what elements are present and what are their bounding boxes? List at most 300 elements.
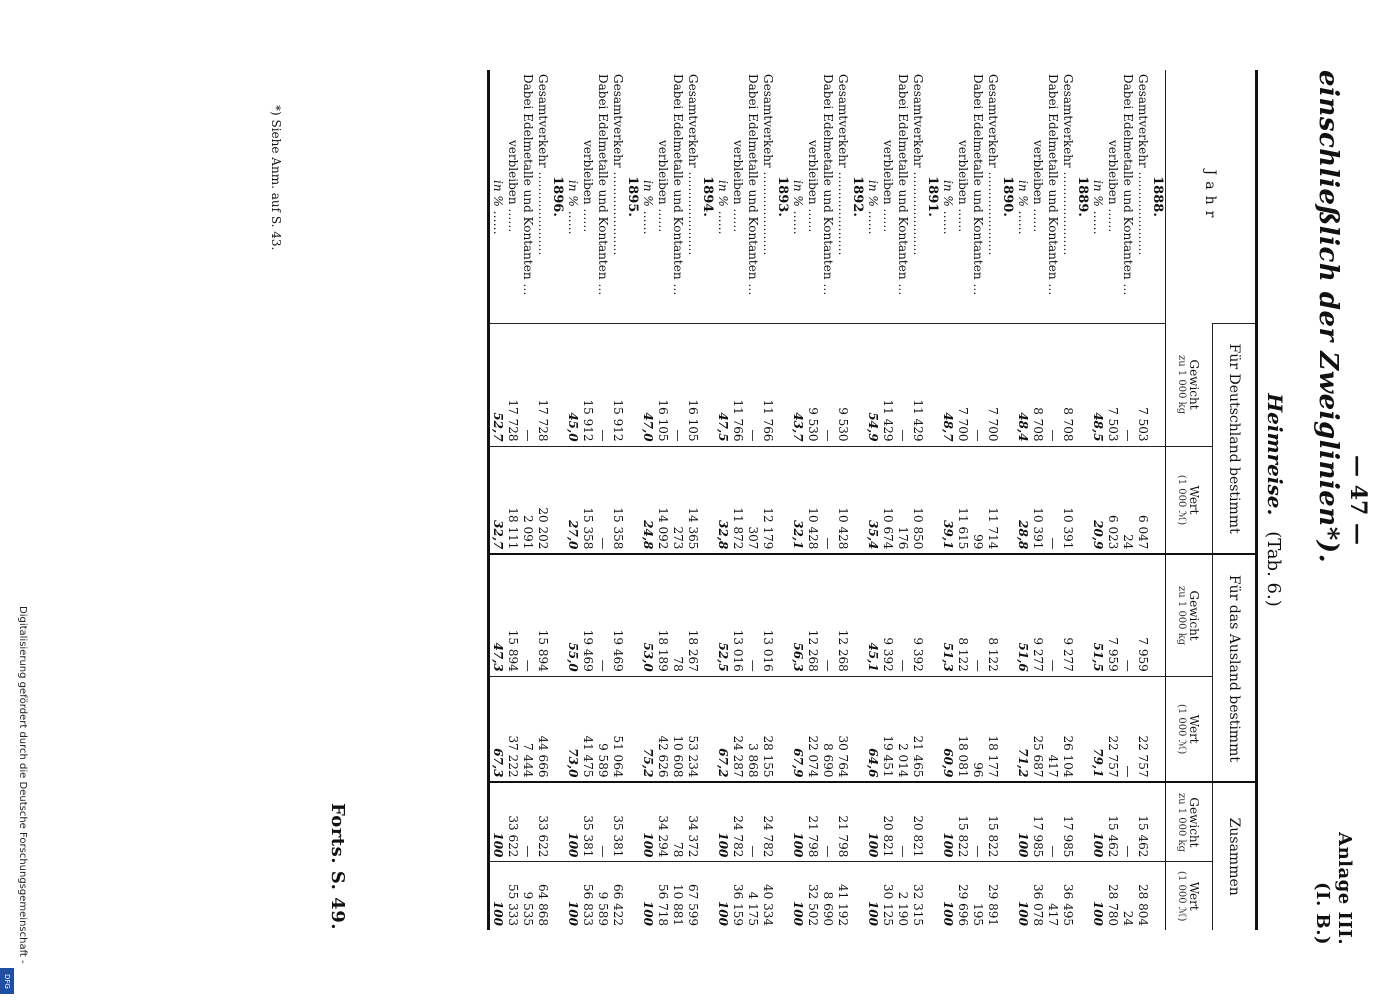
table-cell: 100 bbox=[1015, 782, 1030, 861]
table-cell bbox=[775, 676, 790, 782]
credit-text: Digitalisierung gefördert durch die Deutsche Forschungsgemeinschaft - bbox=[17, 606, 28, 964]
table-cell: 176 bbox=[895, 446, 910, 554]
table-cell: 20 821 bbox=[910, 782, 925, 861]
table-cell: 75,2 bbox=[640, 676, 655, 782]
table-cell: 44 666 bbox=[535, 676, 550, 782]
table-cell bbox=[925, 324, 940, 447]
header-gewicht-1: Gewicht zu 1 000 kg bbox=[1176, 354, 1202, 415]
table-cell: 60,9 bbox=[940, 676, 955, 782]
table-cell: 11 429 bbox=[880, 324, 895, 447]
table-row bbox=[685, 70, 700, 930]
row-label: verbleiben …… bbox=[581, 140, 595, 233]
table-cell: 67,9 bbox=[790, 676, 805, 782]
table-row bbox=[1120, 70, 1135, 930]
table-cell: 64,6 bbox=[865, 676, 880, 782]
table-cell: 15 822 bbox=[955, 782, 970, 861]
row-label: in % …… bbox=[566, 180, 580, 235]
row-label: Dabei Edelmetalle und Kontanten … bbox=[971, 74, 985, 296]
table-cell: 30 764 bbox=[835, 676, 850, 782]
table-cell bbox=[625, 446, 640, 554]
row-label: in % …… bbox=[941, 180, 955, 235]
table-cell: 16 105 bbox=[655, 324, 670, 447]
table-cell: — bbox=[520, 324, 535, 447]
table-cell: 14 092 bbox=[655, 446, 670, 554]
table-row bbox=[505, 70, 520, 930]
table-cell: — bbox=[745, 782, 760, 861]
table-row bbox=[790, 70, 805, 930]
header-wert-1: Wert (1 000 ℳ) bbox=[1166, 446, 1213, 554]
table-cell: 100 bbox=[940, 782, 955, 861]
row-label: Gesamtverkehr ………………… bbox=[1061, 74, 1075, 256]
table-cell: — bbox=[1045, 554, 1060, 676]
table-cell: — bbox=[970, 554, 985, 676]
table-cell: — bbox=[595, 554, 610, 676]
table-cell bbox=[1000, 782, 1015, 861]
table-cell: 8 122 bbox=[955, 554, 970, 676]
row-label: verbleiben …… bbox=[506, 140, 520, 233]
table-cell bbox=[550, 862, 565, 930]
table-cell: — bbox=[595, 324, 610, 447]
table-row bbox=[1000, 70, 1015, 930]
table-cell bbox=[925, 862, 940, 930]
table-cell bbox=[700, 324, 715, 447]
table-cell: 100 bbox=[1015, 862, 1030, 930]
table-cell: 2 091 bbox=[520, 446, 535, 554]
table-cell: 20 821 bbox=[880, 782, 895, 861]
table-cell: 195 bbox=[970, 862, 985, 930]
table-cell: 17 985 bbox=[1060, 782, 1075, 861]
year-label: 1891. bbox=[925, 176, 940, 217]
table-cell: 20,9 bbox=[1090, 446, 1105, 554]
table-row bbox=[730, 70, 745, 930]
data-table bbox=[487, 70, 1258, 930]
table-cell: 15 462 bbox=[1135, 782, 1150, 861]
table-cell: 22 757 bbox=[1135, 676, 1150, 782]
table-cell bbox=[1075, 676, 1090, 782]
table-cell: 100 bbox=[715, 862, 730, 930]
table-cell: 55 333 bbox=[505, 862, 520, 930]
table-cell: 51,5 bbox=[1090, 554, 1105, 676]
table-cell bbox=[625, 554, 640, 676]
table-cell: — bbox=[1120, 324, 1135, 447]
row-label: Dabei Edelmetalle und Kontanten … bbox=[1046, 74, 1060, 296]
table-cell bbox=[925, 676, 940, 782]
table-cell: 20 202 bbox=[535, 446, 550, 554]
table-row bbox=[760, 70, 775, 930]
table-cell bbox=[850, 862, 865, 930]
table-cell: — bbox=[1120, 782, 1135, 861]
table-cell bbox=[1075, 446, 1090, 554]
table-cell: — bbox=[970, 324, 985, 447]
year-label: 1890. bbox=[1000, 176, 1015, 217]
table-cell: 71,2 bbox=[1015, 676, 1030, 782]
table-cell: 32,7 bbox=[489, 446, 506, 554]
table-cell: 24 782 bbox=[760, 782, 775, 861]
row-label: in % …… bbox=[791, 180, 805, 235]
table-row bbox=[805, 70, 820, 930]
table-cell: 8 690 bbox=[820, 676, 835, 782]
table-row bbox=[1015, 70, 1030, 930]
table-row bbox=[820, 70, 835, 930]
table-cell: — bbox=[745, 554, 760, 676]
table-row bbox=[625, 70, 640, 930]
table-cell: 100 bbox=[715, 782, 730, 861]
year-label: 1892. bbox=[850, 176, 865, 217]
table-cell: 24,8 bbox=[640, 446, 655, 554]
row-label: verbleiben …… bbox=[956, 140, 970, 233]
table-cell: 37 222 bbox=[505, 676, 520, 782]
table-cell bbox=[625, 676, 640, 782]
table-row bbox=[565, 70, 580, 930]
table-cell: 9 589 bbox=[595, 862, 610, 930]
table-cell: 7 959 bbox=[1105, 554, 1120, 676]
table-cell: — bbox=[520, 554, 535, 676]
table-row bbox=[715, 70, 730, 930]
table-row bbox=[1090, 70, 1105, 930]
row-label: in % …… bbox=[716, 180, 730, 235]
header-wert-3: Wert (1 000 ℳ) bbox=[1166, 862, 1213, 930]
table-cell: 2 190 bbox=[895, 862, 910, 930]
table-cell: 8 708 bbox=[1030, 324, 1045, 447]
table-cell: — bbox=[970, 782, 985, 861]
table-cell bbox=[550, 782, 565, 861]
table-row bbox=[865, 70, 880, 930]
annex-line-2: (I. B.) bbox=[1312, 882, 1333, 945]
table-cell: 17 728 bbox=[535, 324, 550, 447]
row-label: verbleiben …… bbox=[731, 140, 745, 233]
table-row bbox=[1075, 70, 1090, 930]
table-row bbox=[955, 70, 970, 930]
table-cell: 29 696 bbox=[955, 862, 970, 930]
table-cell: 21 798 bbox=[805, 782, 820, 861]
table-cell: 22 757 bbox=[1105, 676, 1120, 782]
table-cell: 45,0 bbox=[565, 324, 580, 447]
table-cell: 100 bbox=[790, 862, 805, 930]
table-cell: 7 503 bbox=[1105, 324, 1120, 447]
table-cell: 53,0 bbox=[640, 554, 655, 676]
table-cell: 100 bbox=[1090, 862, 1105, 930]
table-row bbox=[1105, 70, 1120, 930]
table-cell: 12 179 bbox=[760, 446, 775, 554]
table-cell: 64 868 bbox=[535, 862, 550, 930]
table-cell: 55,0 bbox=[565, 554, 580, 676]
row-label: verbleiben …… bbox=[881, 140, 895, 233]
table-cell: 4 175 bbox=[745, 862, 760, 930]
table-cell: 9 589 bbox=[595, 676, 610, 782]
table-row bbox=[1030, 70, 1045, 930]
subtitle: einschließlich der Zweiglinien*). bbox=[1313, 70, 1343, 564]
table-cell: 67,3 bbox=[489, 676, 506, 782]
table-cell: 19 469 bbox=[610, 554, 625, 676]
table-cell: 17 728 bbox=[505, 324, 520, 447]
row-label: verbleiben …… bbox=[656, 140, 670, 233]
table-cell: — bbox=[1045, 324, 1060, 447]
table-reference: (Tab. 6.) bbox=[1263, 531, 1284, 607]
table-row bbox=[535, 70, 550, 930]
table-cell: 10 608 bbox=[670, 676, 685, 782]
table-cell: 417 bbox=[1045, 676, 1060, 782]
table-cell: 22 074 bbox=[805, 676, 820, 782]
table-cell: 100 bbox=[790, 782, 805, 861]
table-cell: 52,5 bbox=[715, 554, 730, 676]
table-cell: 19 469 bbox=[580, 554, 595, 676]
table-cell: 7 700 bbox=[985, 324, 1000, 447]
table-row bbox=[655, 70, 670, 930]
table-cell: 15 822 bbox=[985, 782, 1000, 861]
table-cell: 417 bbox=[1045, 862, 1060, 930]
table-row bbox=[610, 70, 625, 930]
row-label: Gesamtverkehr ………………… bbox=[1136, 74, 1150, 256]
table-cell bbox=[550, 676, 565, 782]
table-cell bbox=[1000, 324, 1015, 447]
table-cell: 100 bbox=[640, 782, 655, 861]
table-cell: 45,1 bbox=[865, 554, 880, 676]
table-cell: 66 422 bbox=[610, 862, 625, 930]
table-cell: 28 155 bbox=[760, 676, 775, 782]
table-cell bbox=[850, 324, 865, 447]
table-cell bbox=[1000, 676, 1015, 782]
table-cell bbox=[625, 862, 640, 930]
table-row bbox=[925, 70, 940, 930]
table-cell: 42 626 bbox=[655, 676, 670, 782]
table-cell: 32,1 bbox=[790, 446, 805, 554]
row-label: Gesamtverkehr ………………… bbox=[686, 74, 700, 256]
table-cell bbox=[1000, 554, 1015, 676]
table-cell: — bbox=[820, 554, 835, 676]
table-cell: 47,3 bbox=[489, 554, 506, 676]
table-cell bbox=[1150, 782, 1166, 861]
table-cell: 7 959 bbox=[1135, 554, 1150, 676]
table-cell: 9 530 bbox=[805, 324, 820, 447]
table-cell: 273 bbox=[670, 446, 685, 554]
row-label: Dabei Edelmetalle und Kontanten … bbox=[746, 74, 760, 296]
header-group-zusammen: Zusammen bbox=[1213, 782, 1257, 930]
table-cell: 41 192 bbox=[835, 862, 850, 930]
table-cell bbox=[775, 324, 790, 447]
table-cell: 11 714 bbox=[985, 446, 1000, 554]
row-label: Dabei Edelmetalle und Kontanten … bbox=[671, 74, 685, 296]
table-cell: 11 872 bbox=[730, 446, 745, 554]
table-row bbox=[580, 70, 595, 930]
table-cell: 34 294 bbox=[655, 782, 670, 861]
table-cell bbox=[1150, 446, 1166, 554]
table-cell: 78 bbox=[670, 782, 685, 861]
table-cell: 3 868 bbox=[745, 676, 760, 782]
table-cell: — bbox=[1045, 446, 1060, 554]
table-cell: — bbox=[595, 782, 610, 861]
table-cell: — bbox=[670, 324, 685, 447]
row-label: Gesamtverkehr ………………… bbox=[911, 74, 925, 256]
footnote: *) Siehe Anm. auf S. 43. bbox=[269, 105, 283, 251]
table-cell: 43,7 bbox=[790, 324, 805, 447]
table-cell: 18 267 bbox=[685, 554, 700, 676]
table-cell bbox=[925, 446, 940, 554]
table-cell: 47,0 bbox=[640, 324, 655, 447]
table-cell: 41 475 bbox=[580, 676, 595, 782]
table-cell: 39,1 bbox=[940, 446, 955, 554]
table-cell bbox=[1075, 862, 1090, 930]
table-cell: 26 104 bbox=[1060, 676, 1075, 782]
table-row bbox=[1045, 70, 1060, 930]
table-cell: 100 bbox=[489, 782, 506, 861]
table-cell: 8 690 bbox=[820, 862, 835, 930]
table-cell bbox=[1150, 862, 1166, 930]
table-cell: 56 718 bbox=[655, 862, 670, 930]
continuation-note: Forts. S. 49. bbox=[327, 803, 348, 930]
table-row bbox=[745, 70, 760, 930]
table-cell: 100 bbox=[565, 782, 580, 861]
table-cell: 9 535 bbox=[520, 862, 535, 930]
year-label: 1895. bbox=[625, 176, 640, 217]
header-wert-2: Wert (1 000 ℳ) bbox=[1166, 676, 1213, 782]
table-cell bbox=[1000, 446, 1015, 554]
table-cell: 21 465 bbox=[910, 676, 925, 782]
table-cell: 52,7 bbox=[489, 324, 506, 447]
row-label: Gesamtverkehr ………………… bbox=[761, 74, 775, 256]
table-row bbox=[1060, 70, 1075, 930]
table-cell: 11 766 bbox=[730, 324, 745, 447]
header-gewicht-2: Gewicht zu 1 000 kg bbox=[1166, 554, 1213, 676]
table-cell: 54,9 bbox=[865, 324, 880, 447]
table-cell: 19 451 bbox=[880, 676, 895, 782]
table-cell: 18 177 bbox=[985, 676, 1000, 782]
table-cell: 56 833 bbox=[580, 862, 595, 930]
row-label: Gesamtverkehr ………………… bbox=[611, 74, 625, 256]
table-cell: 10 391 bbox=[1030, 446, 1045, 554]
table-cell: — bbox=[1120, 676, 1135, 782]
table-cell: 6 047 bbox=[1135, 446, 1150, 554]
table-cell bbox=[700, 782, 715, 861]
table-cell bbox=[1075, 782, 1090, 861]
table-cell: 10 850 bbox=[910, 446, 925, 554]
row-label: verbleiben …… bbox=[1031, 140, 1045, 233]
table-row bbox=[775, 70, 790, 930]
table-cell: 15 358 bbox=[580, 446, 595, 554]
header-jahr: Jahr bbox=[1166, 70, 1257, 324]
table-cell: 99 bbox=[970, 446, 985, 554]
table-cell bbox=[775, 862, 790, 930]
table-cell: 15 912 bbox=[580, 324, 595, 447]
table-cell: 34 372 bbox=[685, 782, 700, 861]
table-cell bbox=[1075, 554, 1090, 676]
year-label: 1893. bbox=[775, 176, 790, 217]
table-cell: 51,6 bbox=[1015, 554, 1030, 676]
dfg-logo: DFG bbox=[0, 968, 14, 994]
header-group-ausland: Für das Ausland bestimmt bbox=[1213, 554, 1257, 782]
row-label: in % …… bbox=[641, 180, 655, 235]
table-cell: 24 bbox=[1120, 862, 1135, 930]
row-label: verbleiben …… bbox=[1106, 140, 1120, 233]
table-cell: 10 428 bbox=[805, 446, 820, 554]
table-cell: 9 530 bbox=[835, 324, 850, 447]
table-cell: 8 122 bbox=[985, 554, 1000, 676]
table-row bbox=[880, 70, 895, 930]
table-row bbox=[640, 70, 655, 930]
table-cell: 35 381 bbox=[610, 782, 625, 861]
table-cell: 100 bbox=[489, 862, 506, 930]
table-cell: 32,8 bbox=[715, 446, 730, 554]
annex-label bbox=[1311, 832, 1355, 945]
table-cell: 15 358 bbox=[610, 446, 625, 554]
table-cell: 78 bbox=[670, 554, 685, 676]
table-cell: 100 bbox=[865, 862, 880, 930]
table-cell bbox=[775, 446, 790, 554]
table-cell: 35 381 bbox=[580, 782, 595, 861]
table-cell: 9 277 bbox=[1060, 554, 1075, 676]
table-cell: 79,1 bbox=[1090, 676, 1105, 782]
row-label: in % …… bbox=[1091, 180, 1105, 235]
table-cell: 47,5 bbox=[715, 324, 730, 447]
table-cell bbox=[1150, 554, 1166, 676]
table-cell: 17 985 bbox=[1030, 782, 1045, 861]
table-cell: — bbox=[1045, 782, 1060, 861]
table-cell: 28,8 bbox=[1015, 446, 1030, 554]
table-cell: 11 429 bbox=[910, 324, 925, 447]
table-row bbox=[835, 70, 850, 930]
annex-line-1: Anlage III. bbox=[1334, 832, 1355, 945]
table-cell: 13 016 bbox=[730, 554, 745, 676]
table-cell: 100 bbox=[565, 862, 580, 930]
table-cell: 36 078 bbox=[1030, 862, 1045, 930]
table-cell: 36 495 bbox=[1060, 862, 1075, 930]
row-label: Dabei Edelmetalle und Kontanten … bbox=[596, 74, 610, 296]
row-label: in % …… bbox=[491, 180, 505, 235]
table-cell: 30 125 bbox=[880, 862, 895, 930]
table-cell: 53 234 bbox=[685, 676, 700, 782]
table-cell bbox=[775, 782, 790, 861]
table-cell bbox=[1150, 676, 1166, 782]
table-cell bbox=[850, 782, 865, 861]
table-cell: 15 912 bbox=[610, 324, 625, 447]
table-cell bbox=[850, 446, 865, 554]
table-cell: — bbox=[820, 324, 835, 447]
table-cell: 18 189 bbox=[655, 554, 670, 676]
table-cell bbox=[925, 782, 940, 861]
table-cell bbox=[850, 554, 865, 676]
table-cell: 35,4 bbox=[865, 446, 880, 554]
table-row bbox=[550, 70, 565, 930]
table-row bbox=[940, 70, 955, 930]
row-label: Dabei Edelmetalle und Kontanten … bbox=[1121, 74, 1135, 296]
section-heading bbox=[1263, 0, 1287, 1000]
table-cell: 28 804 bbox=[1135, 862, 1150, 930]
table-cell: 8 708 bbox=[1060, 324, 1075, 447]
header-group-deutschland: Für Deutschland bestimmt bbox=[1213, 324, 1257, 555]
table-cell: 96 bbox=[970, 676, 985, 782]
table-cell bbox=[1075, 324, 1090, 447]
table-cell: 9 392 bbox=[910, 554, 925, 676]
header-gewicht-3: Gewicht zu 1 000 kg bbox=[1166, 782, 1213, 861]
table-cell: 11 766 bbox=[760, 324, 775, 447]
table-cell: 33 622 bbox=[535, 782, 550, 861]
table-cell: 6 023 bbox=[1105, 446, 1120, 554]
table-cell: — bbox=[745, 324, 760, 447]
table-row bbox=[670, 70, 685, 930]
table-cell: 7 700 bbox=[955, 324, 970, 447]
table-cell bbox=[700, 554, 715, 676]
table-cell bbox=[550, 324, 565, 447]
table-cell: 7 444 bbox=[520, 676, 535, 782]
table-cell: 15 894 bbox=[535, 554, 550, 676]
table-cell: 7 503 bbox=[1135, 324, 1150, 447]
year-label: 1889. bbox=[1075, 176, 1090, 217]
table-cell: 51 064 bbox=[610, 676, 625, 782]
table-cell: 12 268 bbox=[805, 554, 820, 676]
year-label: 1896. bbox=[550, 176, 565, 217]
table-row bbox=[970, 70, 985, 930]
row-label: Dabei Edelmetalle und Kontanten … bbox=[896, 74, 910, 296]
table-cell: — bbox=[820, 446, 835, 554]
